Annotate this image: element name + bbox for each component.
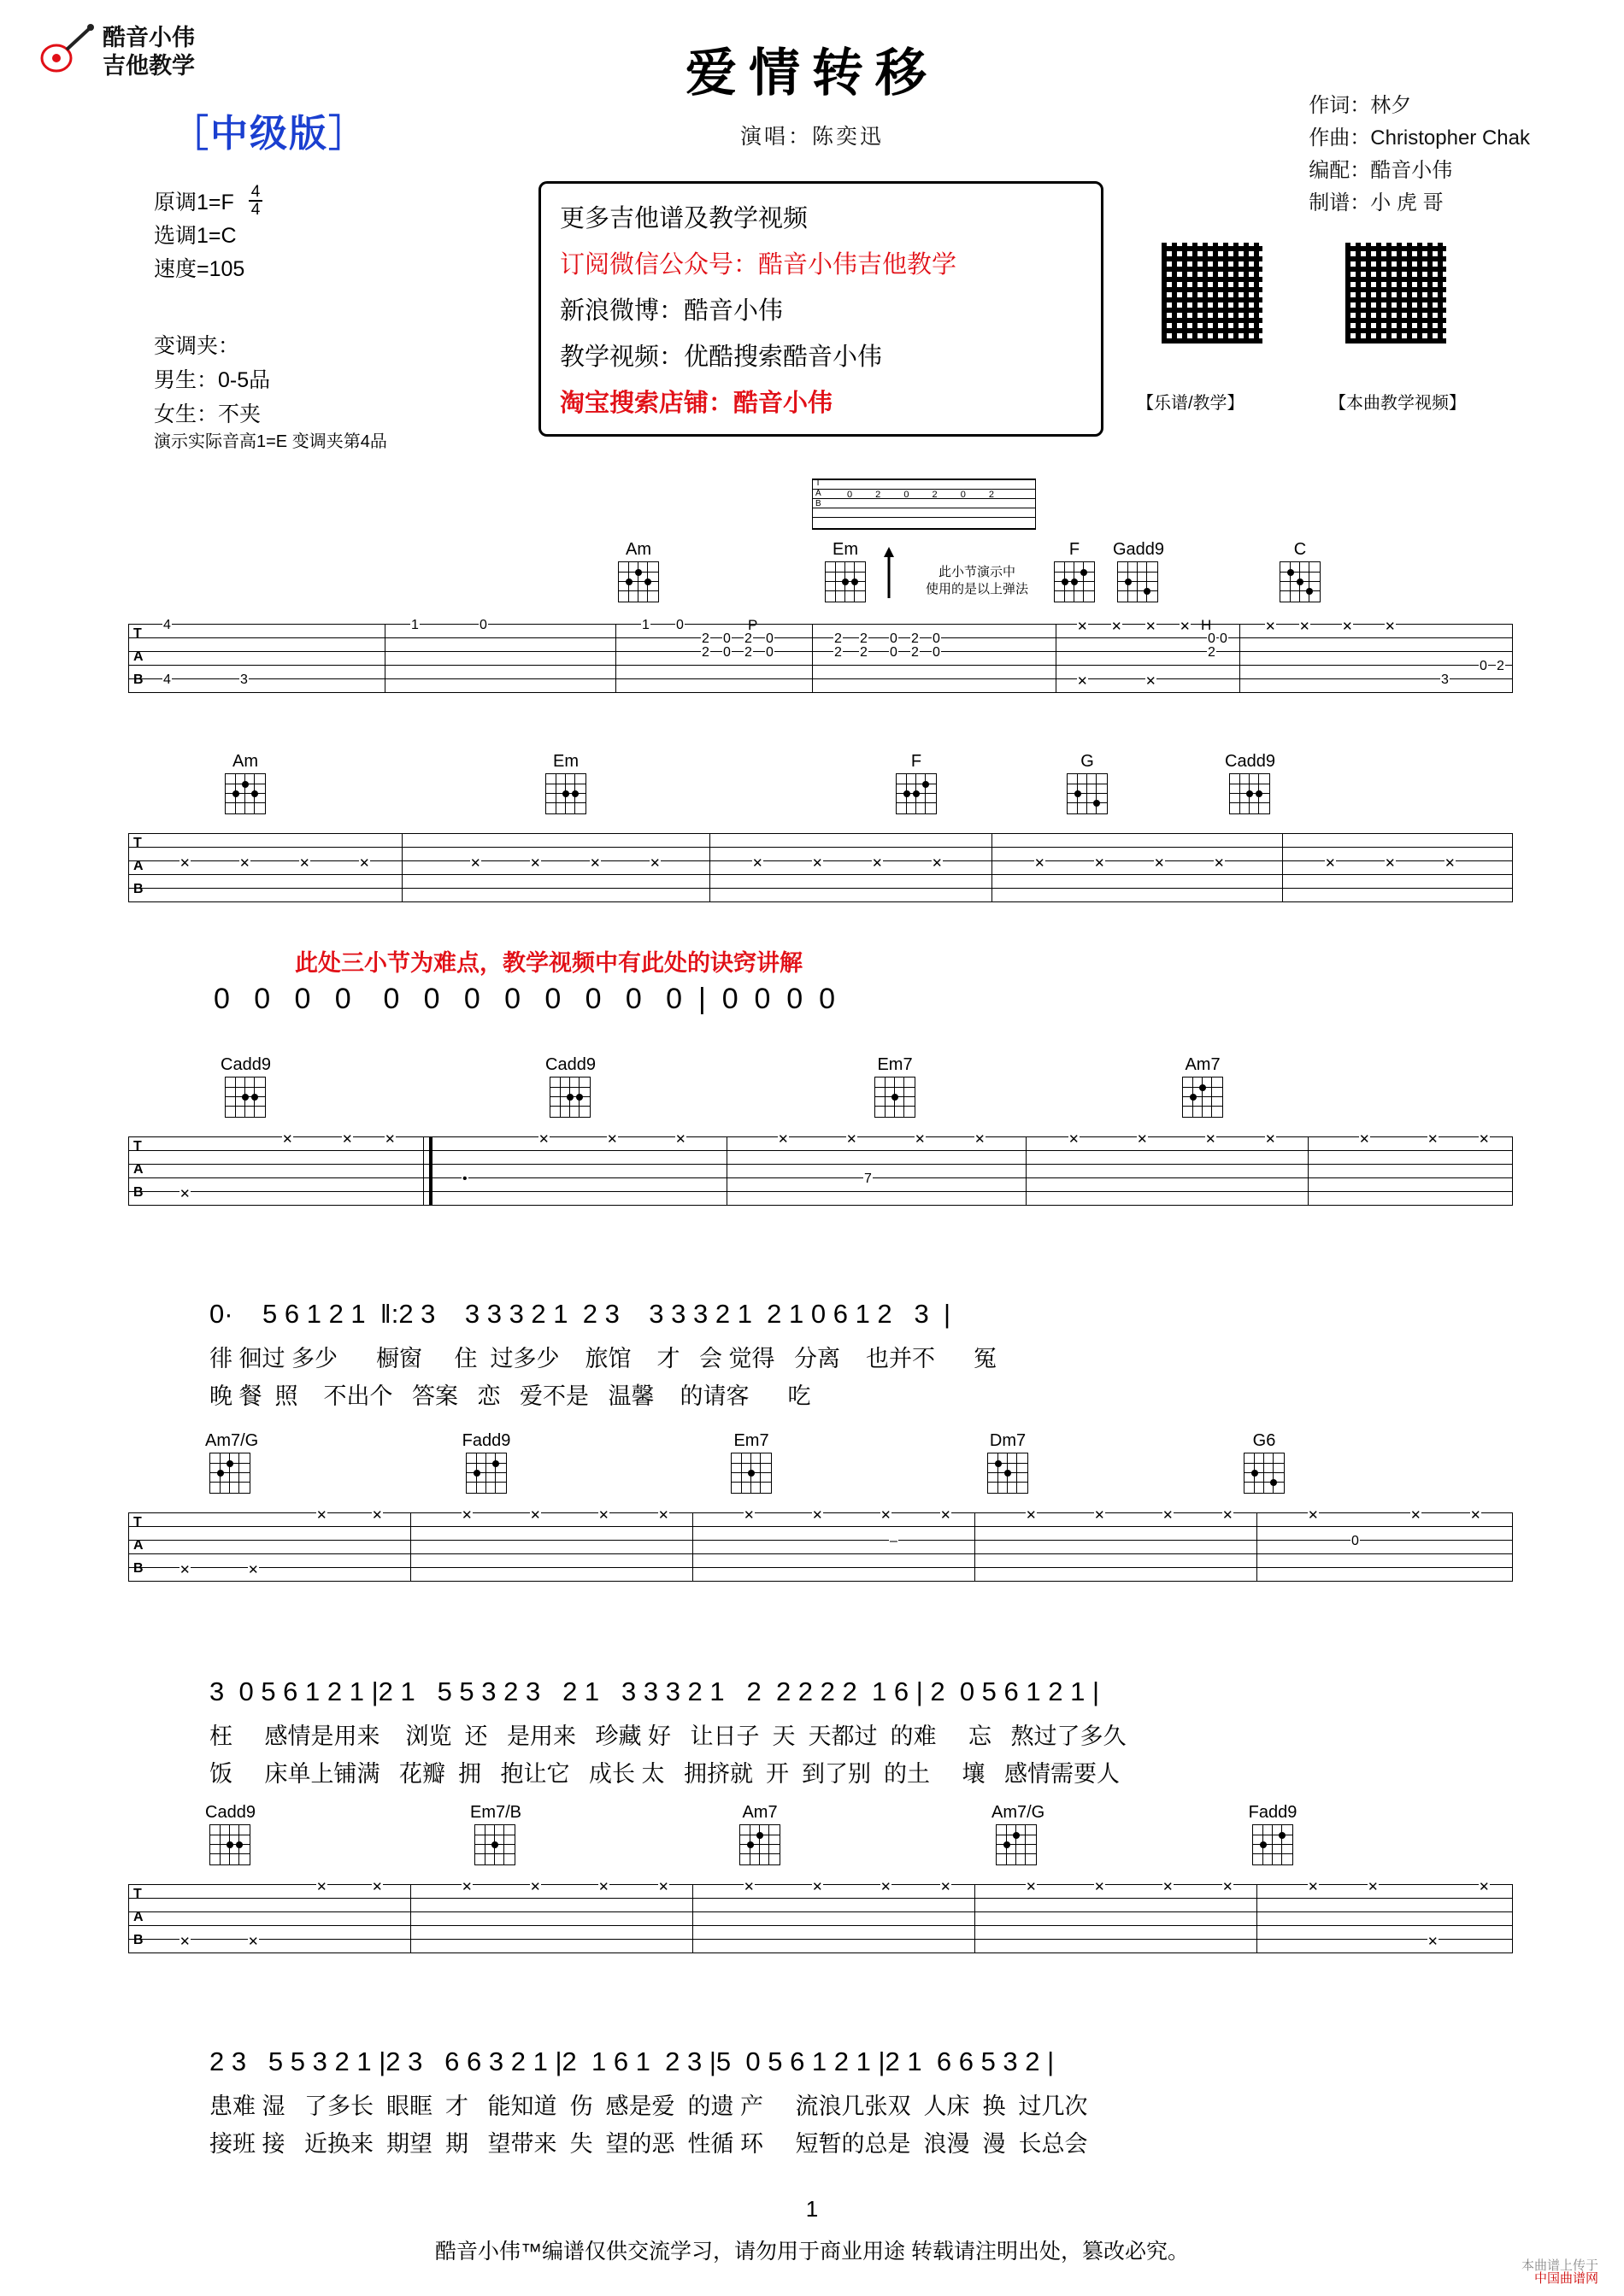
chord-diagram-cadd9-3: Cadd9 xyxy=(545,1055,595,1118)
tab-system-2: T A B ✕ ✕ ✕ ✕ ✕ ✕ ✕ ✕ ✕ ✕ ✕ ✕ ✕ ✕ ✕ ✕ ✕ ✕ ✕ xyxy=(128,833,1513,903)
key-info-block xyxy=(154,183,261,286)
lyrics-3b: 接班 接 近换来 期望 期 望带来 失 望的恶 性循 环 短暂的总是 浪漫 漫 长总会 xyxy=(209,2131,1088,2157)
chord-diagram-c: C xyxy=(1275,540,1325,602)
lyrics-1a: 徘 徊过 多少 橱窗 住 过多少 旅馆 才 会 觉得 分离 也并不 冤 xyxy=(209,1346,997,1371)
promo-box xyxy=(538,181,1103,437)
chord-diagram-cadd9: Cadd9 xyxy=(1225,752,1274,814)
strum-note: 此小节演示中 使用的是以上弹法 xyxy=(925,565,1028,596)
play-key: 选调1=C xyxy=(154,224,237,248)
chord-diagram-em: Em xyxy=(821,540,870,602)
tab-system-3: T A B ✕ ✕ ✕ ✕ • ✕ ✕ ✕ ✕ ✕ ✕ ✕ 7 ✕ ✕ ✕ ✕ ✕ ✕ ✕ xyxy=(128,1136,1513,1207)
chord-diagram-em-2: Em xyxy=(541,752,591,814)
open-string-row: 0 0 0 0 0 0 0 0 0 0 0 0 | 0 0 0 0 xyxy=(214,983,836,1015)
chord-diagram-fadd9: Fadd9 xyxy=(462,1431,511,1494)
credit-lyricist: 作词：林夕 xyxy=(1309,94,1412,117)
chord-diagram-am7: Am7 xyxy=(1178,1055,1227,1118)
capo-block xyxy=(154,329,270,432)
promo-line-1: 更多吉他谱及教学视频 xyxy=(560,205,809,232)
promo-line-2: 订阅微信公众号：酷音小伟吉他教学 xyxy=(560,251,957,279)
singer-label: 演唱：陈奕迅 xyxy=(739,125,884,149)
capo-male: 男生：0-5品 xyxy=(154,368,271,392)
tab-system-5: T A B ✕ ✕ ✕ ✕ ✕ ✕ ✕ ✕ ✕ ✕ ✕ ✕ ✕ ✕ ✕ ✕ ✕ ✕ ✕ ✕ xyxy=(128,1884,1513,1954)
tempo: 速度=105 xyxy=(154,257,245,281)
chord-diagram-am7-g: Am7/G xyxy=(205,1431,255,1494)
melody-numbers-1: 0· 5 6 1 2 1 ‖:2 3 3 3 3 2 1 2 3 3 3 3 2 1 2 1 0 6 1 2 3 | xyxy=(209,1299,951,1329)
copyright-notice: 酷音小伟™编谱仅供交流学习，请勿用于商业用途 转载请注明出处，篡改必究。 xyxy=(435,2240,1189,2264)
chord-diagram-fadd9-2: Fadd9 xyxy=(1248,1803,1297,1865)
demo-pitch-note: 演示实际音高1=E 变调夹第4品 xyxy=(154,432,387,451)
page-title: 爱情转移 xyxy=(685,44,939,103)
capo-label: 变调夹： xyxy=(154,334,240,358)
chord-diagram-em7-2: Em7 xyxy=(727,1431,776,1494)
time-signature: $\frac{4}{4}$ xyxy=(249,184,263,218)
logo-text-line1: 酷音小伟 xyxy=(103,25,195,50)
chord-diagram-cadd9-4: Cadd9 xyxy=(205,1803,255,1865)
technique-marker-p: P xyxy=(748,617,758,633)
qr-code-video xyxy=(1342,239,1450,347)
tab-system-1: T A B 4 4 3 1 0 1 0 2 0 2 0 2 0 2 0 2 2 0 2 0 2 2 0 2 0 ✕ ✕ ✕ ✕ ✕ ✕ 0 0 2 ✕ ✕ ✕ ✕ 3 0 2 xyxy=(128,624,1513,694)
arrow-up-icon xyxy=(880,547,897,598)
chord-diagram-am7-2: Am7 xyxy=(735,1803,785,1865)
chord-diagram-dm7: Dm7 xyxy=(983,1431,1033,1494)
logo-text-line2: 吉他教学 xyxy=(103,53,195,79)
capo-female: 女生：不夹 xyxy=(154,402,262,426)
melody-numbers-2: 3 0 5 6 1 2 1 |2 1 5 5 3 2 3 2 1 3 3 3 2 1 2 2 2 2 2 1 6 | 2 0 5 6 1 2 1 | xyxy=(209,1676,1099,1706)
credit-arranger: 编配：酷音小伟 xyxy=(1309,159,1453,182)
qr-caption-left: 【乐谱/教学】 xyxy=(1137,394,1244,413)
promo-line-4: 教学视频：优酷搜索酷音小伟 xyxy=(560,344,883,371)
technique-marker-h: H xyxy=(1201,617,1212,633)
credits-block xyxy=(1309,90,1530,220)
chord-diagram-em7-b: Em7/B xyxy=(470,1803,520,1865)
lyrics-3a: 患难 湿 了多长 眼眶 才 能知道 伤 感是爱 的遗 产 流浪几张双 人床 换 过几次 xyxy=(209,2093,1088,2119)
lyrics-2b: 饭 床单上铺满 花瓣 拥 抱让它 成长 太 拥挤就 开 到了别 的土 壤 感情需要人 xyxy=(209,1761,1121,1787)
qr-caption-right: 【本曲教学视频】 xyxy=(1329,394,1466,413)
original-key: 原调1=F xyxy=(154,191,234,214)
promo-line-5: 淘宝搜索店铺：酷音小伟 xyxy=(560,390,833,417)
chord-diagram-g6: G6 xyxy=(1239,1431,1289,1494)
chord-diagram-f-2: F xyxy=(891,752,941,814)
credit-transcriber: 制谱：小 虎 哥 xyxy=(1309,191,1444,214)
chord-diagram-gadd9: Gadd9 xyxy=(1113,540,1162,602)
chord-diagram-am-2: Am xyxy=(221,752,270,814)
promo-line-3: 新浪微博：酷音小伟 xyxy=(560,297,784,325)
uploader-label: 本曲谱上传于 xyxy=(1521,2258,1598,2273)
chord-diagram-cadd9-2: Cadd9 xyxy=(221,1055,270,1118)
lyrics-1b: 晚 餐 照 不出个 答案 恋 爱不是 温馨 的请客 吃 xyxy=(209,1383,811,1409)
chord-diagram-f: F xyxy=(1050,540,1099,602)
tab-system-4: T A B ✕ ✕ ✕ ✕ ✕ ✕ ✕ ✕ ✕ ✕ ✕ ✕ – ✕ ✕ ✕ ✕ 0 ✕ ✕ ✕ xyxy=(128,1512,1513,1583)
qr-code-sheet-music xyxy=(1158,239,1266,347)
credit-composer: 作曲：Christopher Chak xyxy=(1309,126,1530,150)
lyrics-2a: 枉 感情是用来 浏览 还 是用来 珍藏 好 让日子 天 天都过 的难 忘 熬过了多久 xyxy=(209,1723,1127,1749)
version-tag: ［中级版］ xyxy=(171,113,368,155)
chord-diagram-am: Am xyxy=(614,540,663,602)
difficulty-note: 此处三小节为难点，教学视频中有此处的诀窍讲解 xyxy=(295,950,803,976)
page-number: 1 xyxy=(805,2196,819,2222)
inset-strum-tab: T A B 0 2 0 2 0 2 xyxy=(812,479,1036,530)
melody-numbers-3: 2 3 5 5 3 2 1 |2 3 6 6 3 2 1 |2 1 6 1 2 3 |5 0 5 6 1 2 1 |2 1 6 6 5 3 2 | xyxy=(209,2046,1055,2076)
site-badge: 中国曲谱网 xyxy=(1533,2271,1598,2286)
chord-diagram-g: G xyxy=(1062,752,1112,814)
chord-diagram-am7-g-2: Am7/G xyxy=(991,1803,1041,1865)
chord-diagram-em7: Em7 xyxy=(870,1055,920,1118)
